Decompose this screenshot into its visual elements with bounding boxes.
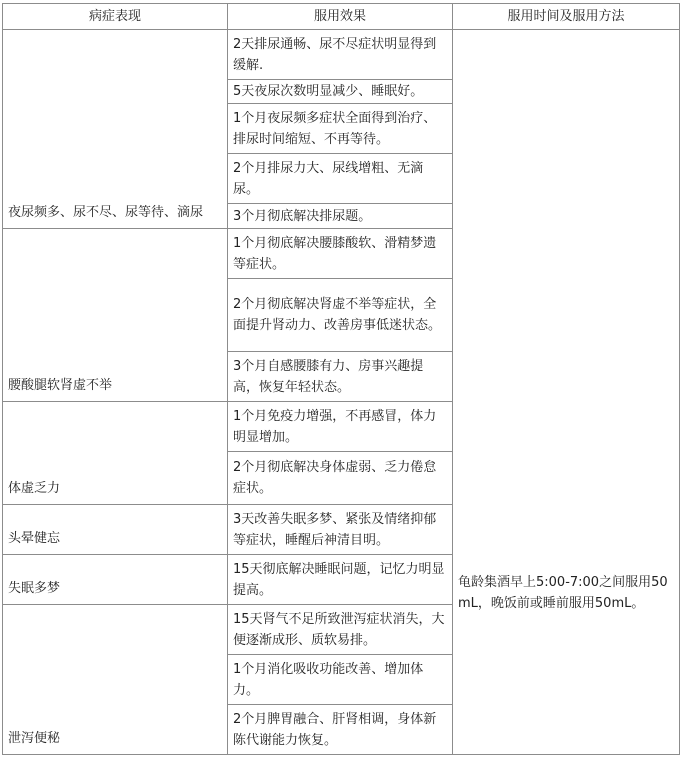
header-row [3, 4, 680, 30]
header-method: 服用时间及服用方法 [453, 4, 680, 30]
effect-cell: 3天改善失眠多梦、紧张及情绪抑郁等症状，睡醒后神清目明。 [228, 505, 453, 555]
header-symptom: 病症表现 [3, 4, 228, 30]
effect-cell: 3个月彻底解决排尿题。 [228, 204, 453, 229]
effect-cell: 2天排尿通畅、尿不尽症状明显得到缓解. [228, 30, 453, 80]
effect-cell: 3个月自感腰膝有力、房事兴趣提高，恢复年轻状态。 [228, 352, 453, 402]
effect-cell: 2个月脾胃融合、肝肾相调，身体新陈代谢能力恢复。 [228, 705, 453, 755]
dosage-table [2, 3, 680, 755]
effect-cell: 5天夜尿次数明显减少、睡眠好。 [228, 80, 453, 104]
effect-cell: 2个月排尿力大、尿线增粗、无滴尿。 [228, 154, 453, 204]
effect-cell: 15天彻底解决睡眠问题，记忆力明显提高。 [228, 555, 453, 605]
table-body [3, 30, 680, 755]
symptom-cell: 体虚乏力 [3, 402, 228, 505]
symptom-cell: 失眠多梦 [3, 555, 228, 605]
effect-cell: 2个月彻底解决身体虚弱、乏力倦怠症状。 [228, 452, 453, 505]
table-row [3, 30, 680, 80]
symptom-cell: 泄泻便秘 [3, 605, 228, 755]
header-effect: 服用效果 [228, 4, 453, 30]
symptom-cell: 夜尿频多、尿不尽、尿等待、滴尿 [3, 30, 228, 229]
effect-cell: 1个月彻底解决腰膝酸软、滑精梦遗等症状。 [228, 229, 453, 279]
method-cell: 龟龄集酒早上5:00-7:00之间服用50mL，晚饭前或睡前服用50mL。 [453, 30, 680, 755]
effect-cell: 2个月彻底解决肾虚不举等症状，全面提升肾动力、改善房事低迷状态。 [228, 279, 453, 352]
effect-cell: 1个月免疫力增强，不再感冒，体力明显增加。 [228, 402, 453, 452]
effect-cell: 1个月夜尿频多症状全面得到治疗、排尿时间缩短、不再等待。 [228, 104, 453, 154]
symptom-cell: 腰酸腿软肾虚不举 [3, 229, 228, 402]
effect-cell: 1个月消化吸收功能改善、增加体力。 [228, 655, 453, 705]
symptom-cell: 头晕健忘 [3, 505, 228, 555]
effect-cell: 15天肾气不足所致泄泻症状消失，大便逐渐成形、质软易排。 [228, 605, 453, 655]
